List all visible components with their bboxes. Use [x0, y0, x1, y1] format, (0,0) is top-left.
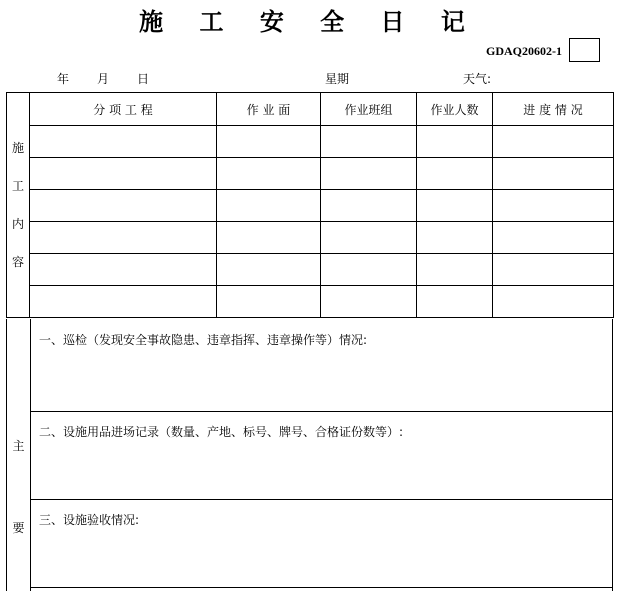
header-subproject: 分 项 工 程 — [30, 93, 217, 126]
table-cell[interactable] — [30, 158, 217, 190]
table-row — [7, 158, 614, 190]
weekday-label: 星期 — [325, 72, 350, 86]
table-row — [7, 286, 614, 318]
table-cell[interactable] — [321, 254, 417, 286]
table-cell[interactable] — [30, 126, 217, 158]
main-section — [6, 319, 613, 591]
table-cell[interactable] — [217, 222, 321, 254]
form-code: GDAQ20602-1 — [486, 44, 562, 58]
table-cell[interactable] — [321, 126, 417, 158]
table-cell[interactable] — [321, 286, 417, 318]
section-divider — [30, 411, 612, 412]
facility-acceptance-item: 三、设施验收情况: — [39, 513, 140, 527]
year-label: 年 — [57, 72, 70, 86]
table-cell[interactable] — [417, 222, 493, 254]
table-cell[interactable] — [321, 190, 417, 222]
construction-content-side-label: 施 工 内 容 — [7, 93, 30, 318]
table-cell[interactable] — [417, 190, 493, 222]
inspection-item: 一、巡检（发现安全事故隐患、违章指挥、违章操作等）情况: — [39, 333, 368, 347]
table-cell[interactable] — [321, 158, 417, 190]
table-cell[interactable] — [217, 190, 321, 222]
table-cell[interactable] — [417, 158, 493, 190]
table-cell[interactable] — [30, 190, 217, 222]
table-cell[interactable] — [30, 286, 217, 318]
table-cell[interactable] — [493, 286, 614, 318]
main-section-side-label-1: 主 — [12, 439, 25, 453]
construction-content-table — [6, 92, 614, 318]
table-cell[interactable] — [417, 254, 493, 286]
header-progress: 进 度 情 况 — [493, 93, 614, 126]
header-work-team: 作业班组 — [321, 93, 417, 126]
table-cell[interactable] — [217, 158, 321, 190]
page-title: 施 工 安 全 日 记 — [139, 7, 479, 36]
header-work-surface: 作 业 面 — [217, 93, 321, 126]
table-cell[interactable] — [321, 222, 417, 254]
table-cell[interactable] — [217, 286, 321, 318]
table-row — [7, 190, 614, 222]
materials-entry-item: 二、设施用品进场记录（数量、产地、标号、牌号、合格证份数等）: — [39, 425, 404, 439]
table-cell[interactable] — [493, 126, 614, 158]
main-section-divider — [30, 319, 31, 591]
table-header-row — [7, 93, 614, 126]
table-cell[interactable] — [30, 254, 217, 286]
main-section-side-label-2: 要 — [12, 521, 25, 535]
month-label: 月 — [97, 72, 110, 86]
table-cell[interactable] — [493, 222, 614, 254]
section-divider — [30, 499, 612, 500]
table-row — [7, 126, 614, 158]
form-code-box[interactable] — [569, 38, 600, 62]
table-cell[interactable] — [217, 254, 321, 286]
table-cell[interactable] — [417, 286, 493, 318]
table-cell[interactable] — [493, 190, 614, 222]
day-label: 日 — [137, 72, 150, 86]
table-cell[interactable] — [217, 126, 321, 158]
section-divider — [30, 587, 612, 588]
weather-label: 天气: — [463, 72, 492, 86]
table-cell[interactable] — [417, 126, 493, 158]
table-row — [7, 222, 614, 254]
header-worker-count: 作业人数 — [417, 93, 493, 126]
table-row — [7, 254, 614, 286]
table-cell[interactable] — [493, 254, 614, 286]
table-cell[interactable] — [493, 158, 614, 190]
table-cell[interactable] — [30, 222, 217, 254]
